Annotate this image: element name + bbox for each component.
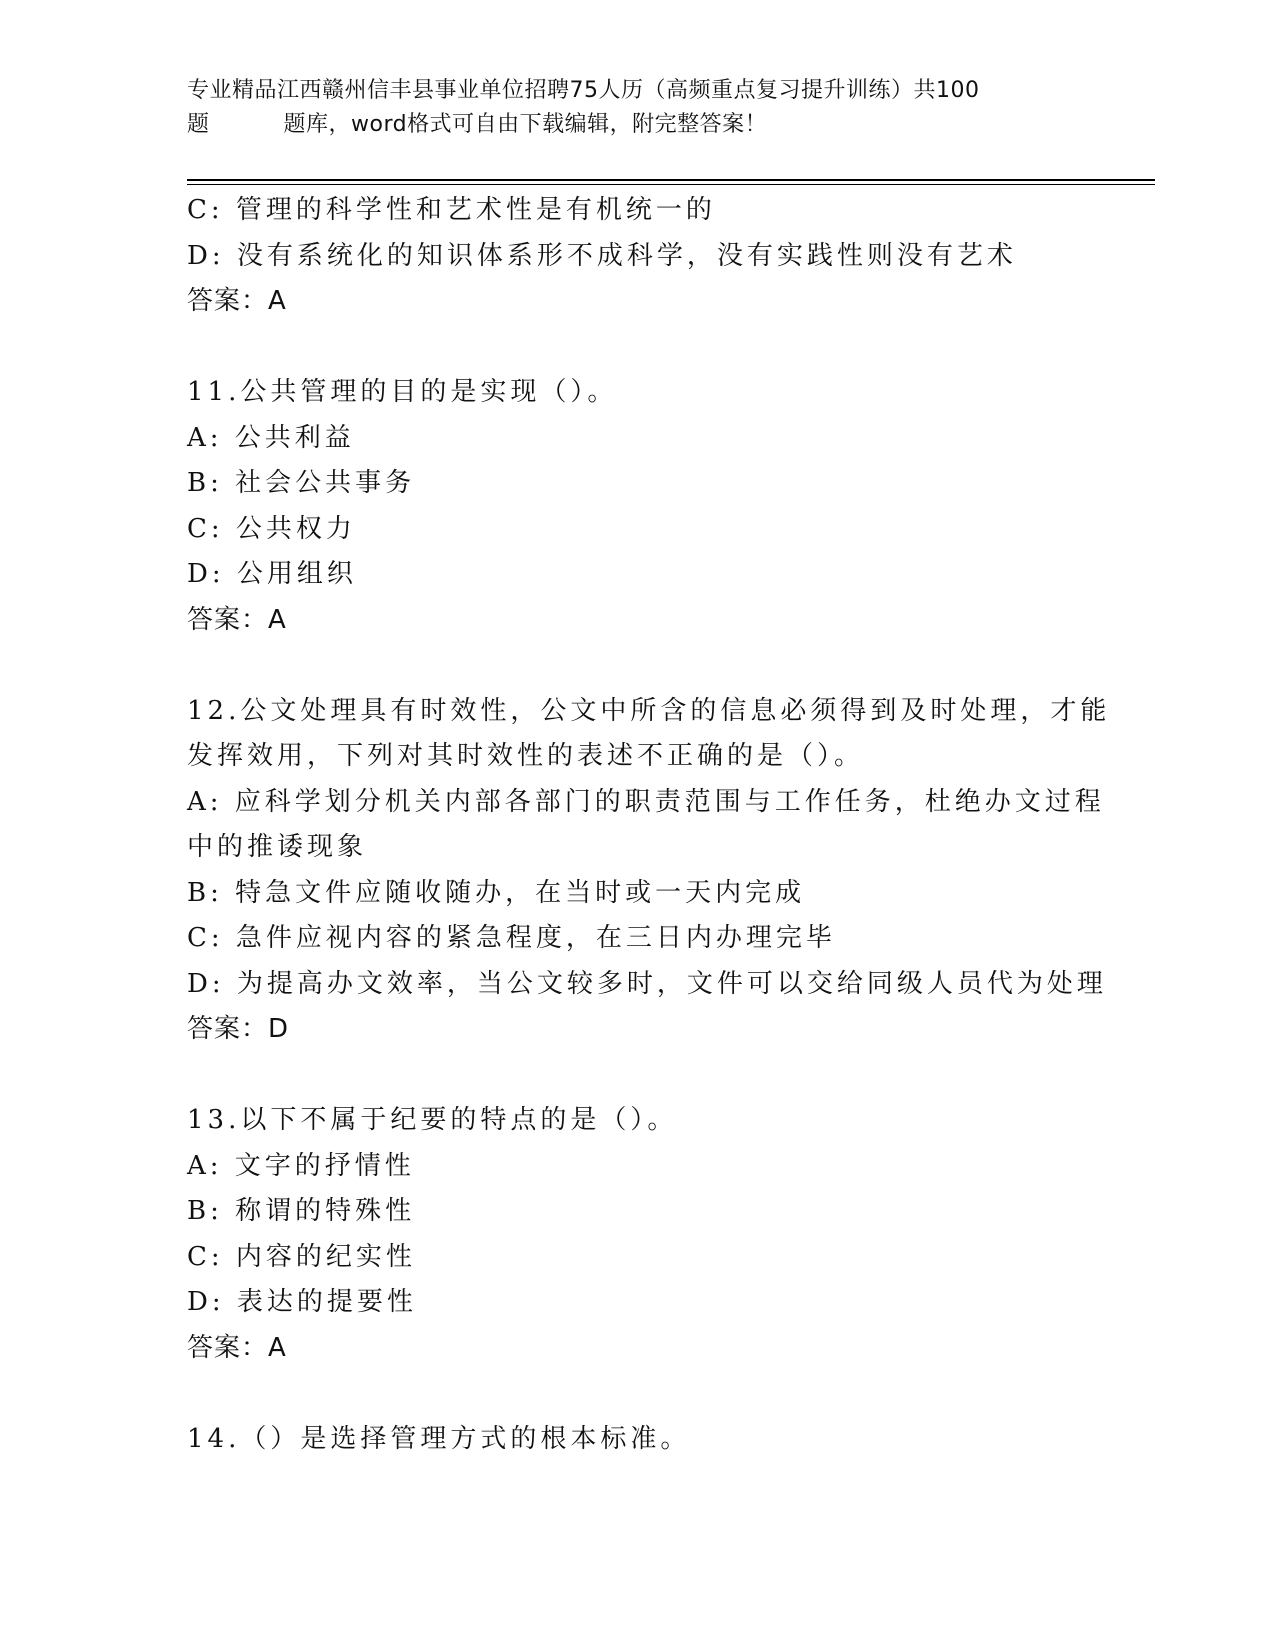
question-13-option-d: D: 表达的提要性: [187, 1287, 417, 1317]
header-title-line-1: 专业精品江西赣州信丰县事业单位招聘75人历（高频重点复习提升训练）共100: [187, 78, 980, 103]
question-14-text: 14.（）是选择管理方式的根本标准。: [187, 1423, 691, 1454]
header-title-line-2: [187, 108, 1087, 142]
question-12-block: [187, 689, 1111, 1053]
question-10-answer: 答案：A: [187, 286, 287, 316]
header-divider-thin: [187, 184, 1155, 185]
question-12-text-line-1: 12.公文处理具有时效性，公文中所含的信息必须得到及时处理，才能: [187, 695, 1111, 726]
question-10-option-d: D: 没有系统化的知识体系形不成科学，没有实践性则没有艺术: [187, 240, 1017, 271]
question-11-text: 11.公共管理的目的是实现（）。: [187, 377, 618, 407]
question-11-option-b: B: 社会公共事务: [187, 468, 416, 498]
question-11-answer: 答案：A: [187, 604, 287, 635]
document-header: [187, 74, 1087, 142]
question-11-option-d: D: 公用组织: [187, 559, 357, 589]
question-12-option-a-continued: 中的推诿现象: [187, 832, 368, 862]
question-11-block: [187, 370, 1087, 643]
question-13-text: 13.以下不属于纪要的特点的是（）。: [187, 1105, 678, 1135]
header-title-line-2-right: 题库，word格式可自由下载编辑，附完整答案！: [283, 112, 768, 137]
question-13-answer: 答案：A: [187, 1332, 287, 1363]
question-11-option-a: A: 公共利益: [187, 422, 355, 453]
document-body: [187, 188, 1111, 1462]
question-13-option-b: B: 称谓的特殊性: [187, 1196, 416, 1226]
question-12-option-a: A: 应科学划分机关内部各部门的职责范围与工作任务，杜绝办文过程: [187, 786, 1105, 817]
question-13-block: [187, 1098, 1087, 1371]
question-12-option-c: C: 急件应视内容的紧急程度，在三日内办理完毕: [187, 923, 836, 953]
question-13-option-a: A: 文字的抒情性: [187, 1150, 415, 1181]
question-12-option-d: D: 为提高办文效率，当公文较多时，文件可以交给同级人员代为处理: [187, 968, 1107, 999]
question-14-block: [187, 1417, 1087, 1463]
question-11-option-c: C: 公共权力: [187, 513, 356, 544]
question-10-block: [187, 188, 1087, 325]
header-divider-thick: [187, 179, 1155, 181]
question-12-answer: 答案：D: [187, 1014, 290, 1044]
question-12-option-b: B: 特急文件应随收随办，在当时或一天内完成: [187, 877, 806, 908]
question-10-option-c: C: 管理的科学性和艺术性是有机统一的: [187, 195, 716, 225]
header-title-line-2-left: 题: [187, 112, 210, 137]
question-12-text-line-2: 发挥效用，下列对其时效性的表述不正确的是（）。: [187, 741, 865, 771]
question-13-option-c: C: 内容的纪实性: [187, 1241, 416, 1272]
